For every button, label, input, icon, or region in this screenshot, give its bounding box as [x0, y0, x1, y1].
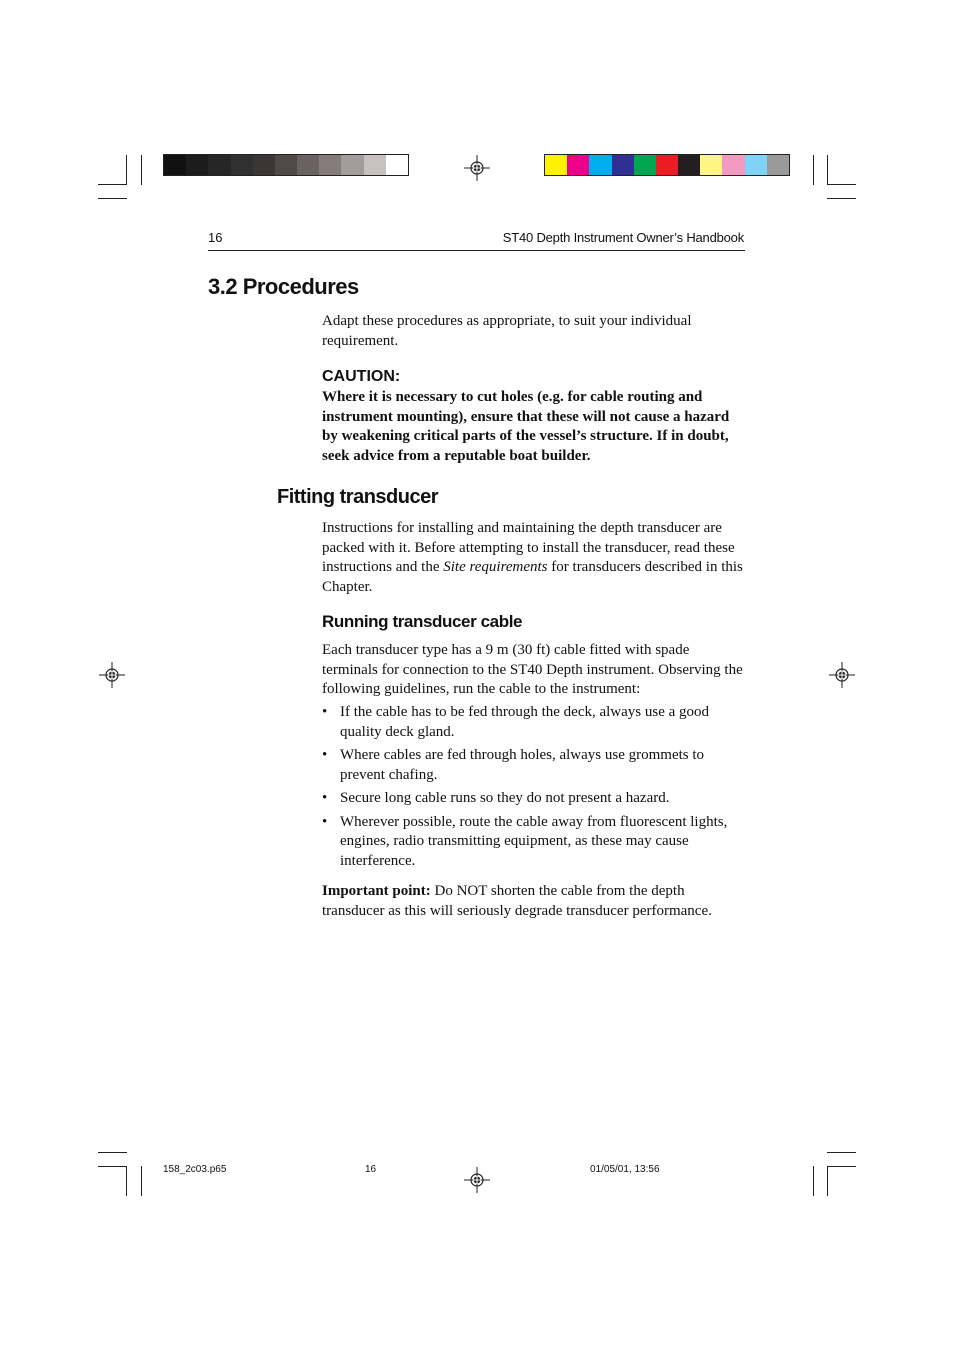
- list-item: [322, 813, 746, 872]
- section-title: 3.2 Procedures: [208, 274, 359, 299]
- intro-paragraph: Adapt these procedures as appropriate, to suit your individual requirement.: [322, 313, 692, 349]
- process-color-swatch: [745, 155, 767, 175]
- list-item-text: Wherever possible, route the cable away from fluorescent lights, engines, radio transmitting equipment, as these may cause interference.: [340, 813, 728, 869]
- process-color-swatch: [656, 155, 678, 175]
- crop-mark-tl-h: [98, 184, 127, 185]
- crop-mark-bl-v2: [141, 1166, 142, 1196]
- bullet-icon: •: [322, 790, 328, 806]
- fitting-text-before: Instructions for installing and maintaining the depth transducer are packed with it. Before attempting to install the transducer, read these instructions and the: [322, 520, 735, 575]
- gray-swatch: [275, 155, 297, 175]
- crop-mark-tr-v: [827, 155, 828, 185]
- crop-mark-br-v: [827, 1166, 828, 1196]
- process-color-swatch: [678, 155, 700, 175]
- registration-mark-right-icon: [829, 662, 855, 688]
- caution-label: CAUTION:: [322, 368, 401, 385]
- gray-swatch: [386, 155, 408, 175]
- crop-mark-br-h: [827, 1152, 856, 1153]
- list-item: [322, 746, 746, 785]
- crop-mark-tl-v2: [141, 155, 142, 185]
- footer-filename: 158_2c03.p65: [163, 1164, 227, 1175]
- running-cable-paragraph: Each transducer type has a 9 m (30 ft) cable fitted with spade terminals for connection to the ST40 Depth instrument. Observing the following guidelines, run the cable to the instrument:: [322, 642, 743, 697]
- process-color-calibration-bar: [544, 154, 790, 176]
- registration-mark-left-icon: [99, 662, 125, 688]
- fitting-text-after: for transducers described in this Chapter.: [322, 559, 743, 595]
- gray-swatch: [231, 155, 253, 175]
- crop-mark-br-v2: [813, 1166, 814, 1196]
- list-item-text: Secure long cable runs so they do not present a hazard.: [340, 790, 670, 806]
- process-color-swatch: [612, 155, 634, 175]
- gray-swatch: [253, 155, 275, 175]
- process-color-swatch: [722, 155, 744, 175]
- process-color-swatch: [767, 155, 789, 175]
- crop-mark-br-h2: [827, 1166, 856, 1167]
- gray-swatch: [364, 155, 386, 175]
- gray-swatch: [186, 155, 208, 175]
- crop-mark-bl-v: [126, 1166, 127, 1196]
- crop-mark-tl-v: [126, 155, 127, 185]
- gray-swatch: [164, 155, 186, 175]
- crop-mark-tr-h: [827, 184, 856, 185]
- crop-mark-tr-h2: [827, 198, 856, 199]
- crop-mark-bl-h: [98, 1152, 127, 1153]
- cable-guidelines-list: [322, 703, 746, 875]
- important-point-paragraph: [322, 882, 746, 921]
- site-requirements-reference: Site requirements: [443, 559, 548, 575]
- list-item: [322, 703, 746, 742]
- bullet-icon: •: [322, 813, 328, 830]
- registration-mark-bottom-icon: [464, 1167, 490, 1193]
- bullet-icon: •: [322, 704, 328, 720]
- page-number: 16: [208, 230, 223, 245]
- bullet-icon: •: [322, 747, 328, 763]
- important-point-text: Do NOT shorten the cable from the depth transducer as this will seriously degrade transducer performance.: [322, 883, 712, 919]
- running-cable-heading: Running transducer cable: [322, 612, 523, 631]
- caution-text: Where it is necessary to cut holes (e.g. for cable routing and instrument mounting), ensure that these will not cause a hazard by weakening critical parts of the vessel’s structure. If in doubt, seek advice from a reputable boat builder.: [322, 389, 730, 464]
- process-color-swatch: [567, 155, 589, 175]
- crop-mark-bl-h2: [98, 1166, 127, 1167]
- list-item-text: Where cables are fed through holes, always use grommets to prevent chafing.: [340, 747, 705, 783]
- gray-swatch: [297, 155, 319, 175]
- list-item-text: If the cable has to be fed through the deck, always use a good quality deck gland.: [340, 704, 710, 740]
- process-color-swatch: [589, 155, 611, 175]
- crop-mark-tr-v2: [813, 155, 814, 185]
- process-color-swatch: [545, 155, 567, 175]
- process-color-swatch: [700, 155, 722, 175]
- footer-timestamp: 01/05/01, 13:56: [590, 1164, 660, 1175]
- gray-swatch: [319, 155, 341, 175]
- list-item: [322, 789, 746, 809]
- fitting-transducer-heading: Fitting transducer: [277, 486, 439, 508]
- crop-mark-tl-h2: [98, 198, 127, 199]
- process-color-swatch: [634, 155, 656, 175]
- registration-mark-top-icon: [464, 155, 490, 181]
- grayscale-calibration-bar: [163, 154, 409, 176]
- gray-swatch: [341, 155, 363, 175]
- fitting-paragraph: [322, 519, 746, 597]
- running-title: ST40 Depth Instrument Owner’s Handbook: [502, 230, 744, 245]
- footer-page: 16: [365, 1164, 377, 1175]
- header-rule: [208, 250, 745, 251]
- important-point-label: Important point:: [322, 883, 431, 899]
- gray-swatch: [208, 155, 230, 175]
